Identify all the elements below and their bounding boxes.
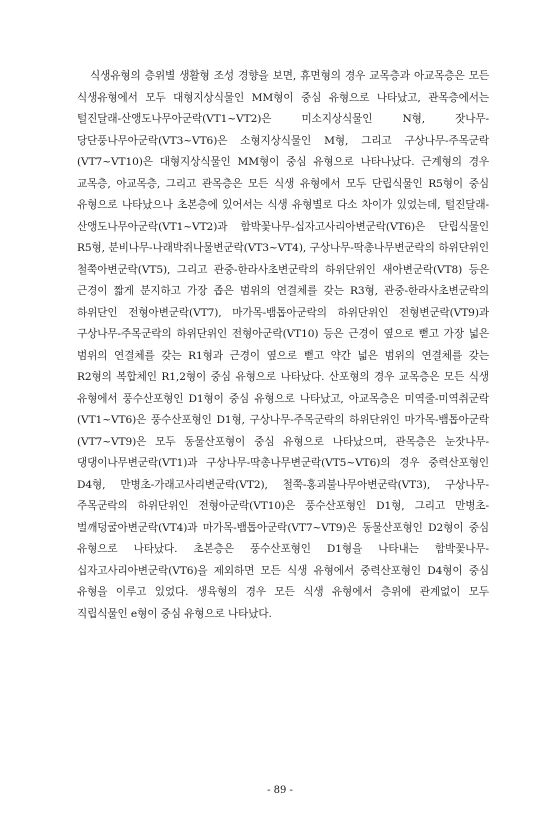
body-paragraph: 식생유형의 층위별 생활형 조성 경향을 보면, 휴면형의 경우 교목층과 아교목층은 모든 식생유형에서 모두 대형지상식물인 MM형이 중심 유형으로 나타났고, 관목층에서는 털진달래-산앵도나무아군락(VT1~VT2)은 미소지상식물인 N형, 잣나무-당단풍나무아군락(VT3~VT6)은 소형지상식물인 M형, 그리고 구상나무-주목군락(VT7~VT10)은 대형지상식물인 MM형이 중심 유형으로 나타나났다. 근계형의 경우 교목층, 아교목층, 그리고 관목층은 모든 식생 유형에서 모두 단립식물인 R5형이 중심 유형으로 나타났으나 초본층에 있어서는 식생 유형별로 다소 차이가 있었는데, 털진달래-산앵도나무아군락(VT1~VT2)과 함박꽃나무-십자고사리아변군락(VT6)은 단립식물인 R5형, 분비나무-나래박쥐나물변군락(VT3~VT4), 구상나무-딱총나무변군락의 하위단위인 철쭉아변군락(VT5), 그리고 관중-한라사초변군락의 하위단위인 새아변군락(VT8) 등은 근경이 짧게 분지하고 가장 좁은 범위의 연결체를 갖는 R3형, 관중-한라사초변군락의 하위단인 전형아변군락(VT7), 마가목-뱀톱아군락의 하위단위인 전형변군락(VT9)과 구상나무-주목군락의 하위단위인 전형아군락(VT10) 등은 근경이 옆으로 뻗고 가장 넓은 범위의 연결체를 갖는 R1형과 근경이 옆으로 뻗고 약간 넓은 범위의 연결체를 갖는 R2형의 복합체인 R1,2형이 중심 유형으로 나타났다. 산포형의 경우 교목층은 모든 식생 유형에서 풍수산포형인 D1형이 중심 유형으로 나타났고, 아교목층은 미역줄-미역취군락(VT1~VT6)은 풍수산포형인 D1형, 구상나무-주목군락의 하위단위인 마가목-뱀톱아군락(VT7~VT9)은 모두 동물산포형이 중심 유형으로 나타났으며, 관목층은 눈잣나무-댕댕이나무변군락(VT1)과 구상나무-딱총나무변군락(VT5~VT6)의 경우 중력산포형인 D4형, 만병초-가래고사리변군락(VT2), 철쭉-홍괴불나무아변군락(VT3), 구상나무-주목군락의 하위단위인 전형아군락(VT10)은 풍수산포형인 D1형, 그리고 만병초-벌깨덩굴아변군락(VT4)과 마가목-뱀톱아군락(VT7~VT9)은 동물산포형인 D2형이 중심 유형으로 나타났다. 초본층은 풍수산포형인 D1형을 나타내는 함박꽃나무-십자고사리아변군락(VT6)을 제외하면 모든 식생 유형에서 중력산포형인 D4형이 중심 유형을 이루고 있었다. 생육형의 경우 모든 식생 유형에서 층위에 관계없이 모두 직립식물인 e형이 중심 유형으로 나타났다. xyxy=(77,70,489,620)
page-number: - 89 - xyxy=(267,785,293,796)
